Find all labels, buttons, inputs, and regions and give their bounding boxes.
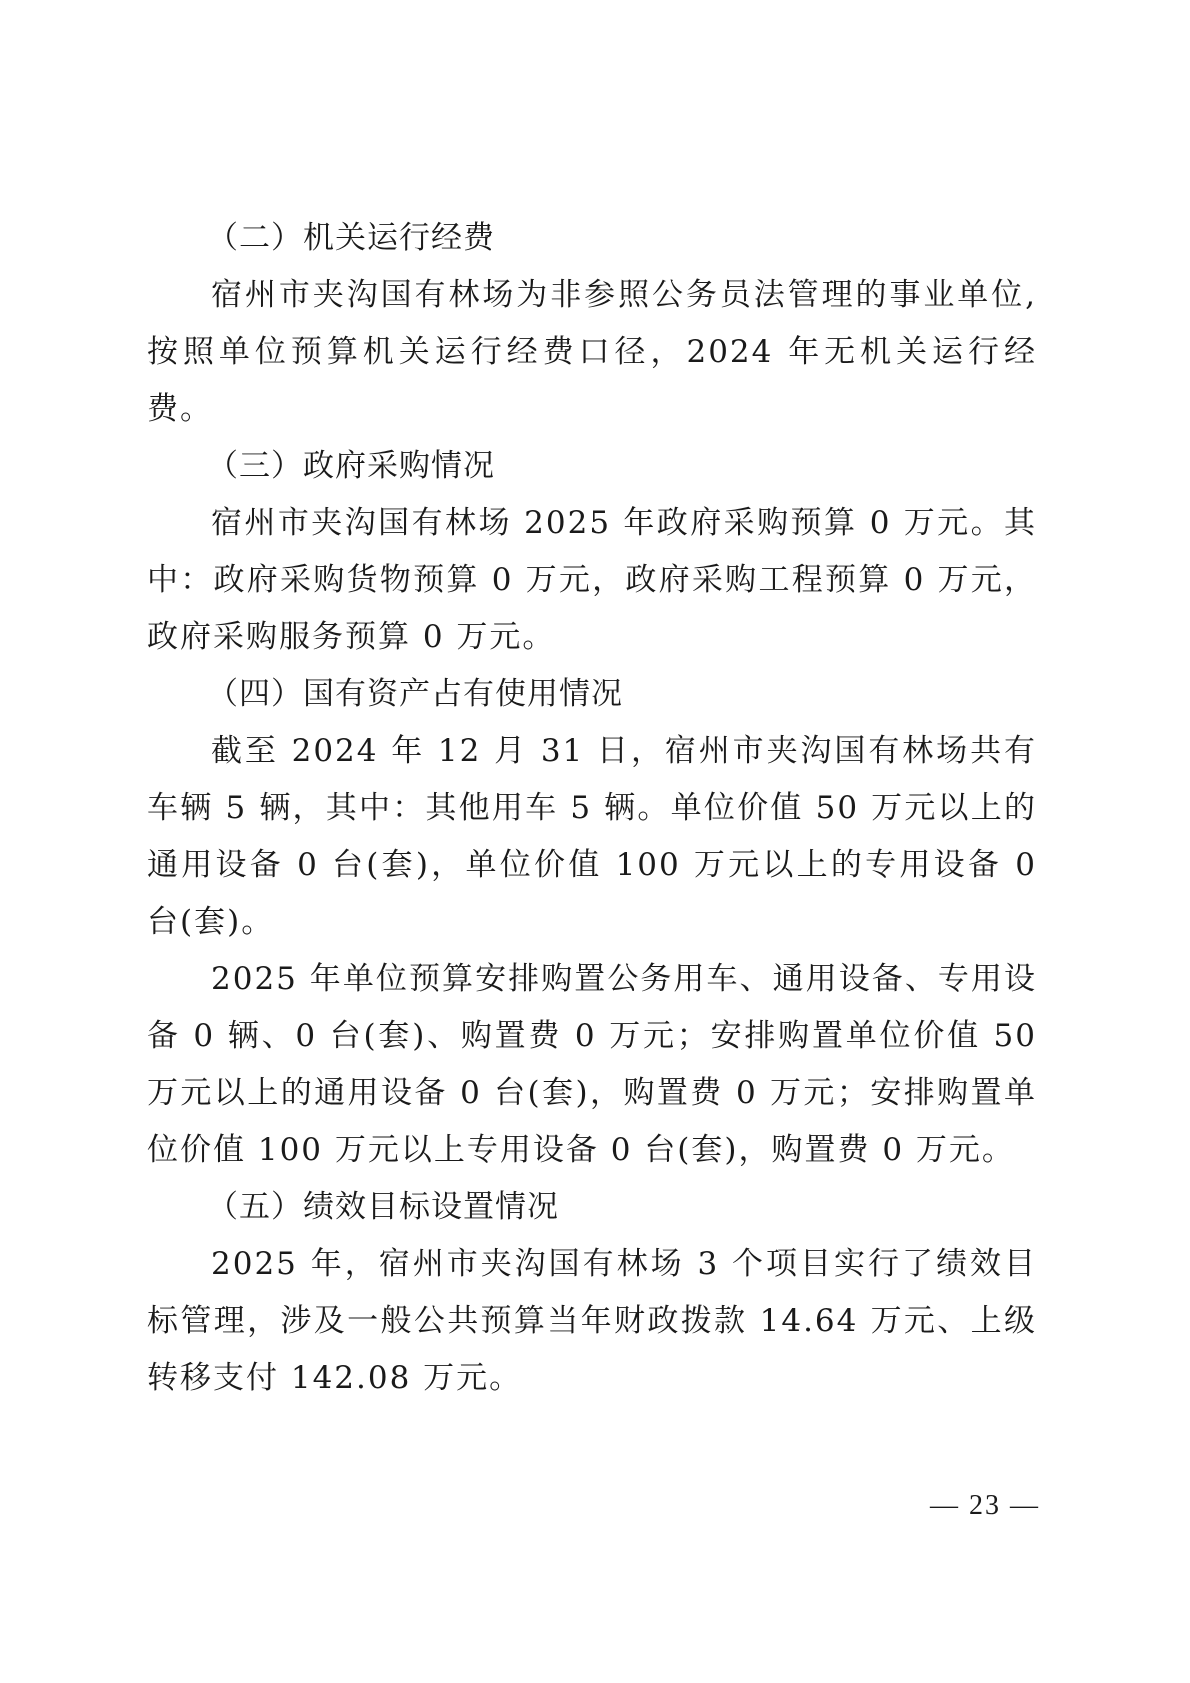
section-heading-operating-expenses: （二）机关运行经费 [207, 220, 495, 256]
section-paragraph-state-assets-purchases: 2025 年单位预算安排购置公务用车、通用设备、专用设备 0 辆、0 台(套)、购置费 0 万元；安排购置单位价值 50 万元以上的通用设备 0 台(套)，购置费 0 万元；安排购置单位价值 100 万元以上专用设备 0 台(套)，购置费 0 万元。 [147, 961, 1037, 1168]
section-heading-state-assets: （四）国有资产占有使用情况 [207, 676, 623, 712]
section-paragraph-performance-targets: 2025 年，宿州市夹沟国有林场 3 个项目实行了绩效目标管理，涉及一般公共预算当年财政拨款 14.64 万元、上级转移支付 142.08 万元。 [147, 1246, 1037, 1396]
document-body [147, 210, 1037, 1407]
section-paragraph-state-assets-holdings: 截至 2024 年 12 月 31 日，宿州市夹沟国有林场共有车辆 5 辆，其中：其他用车 5 辆。单位价值 50 万元以上的通用设备 0 台(套)，单位价值 100 万元以上的专用设备 0 台(套)。 [147, 733, 1037, 940]
section-paragraph-operating-expenses: 宿州市夹沟国有林场为非参照公务员法管理的事业单位,按照单位预算机关运行经费口径，2024 年无机关运行经费。 [147, 277, 1037, 427]
page-number: — 23 — [930, 1490, 1040, 1521]
section-heading-government-procurement: （三）政府采购情况 [207, 448, 495, 484]
section-paragraph-government-procurement: 宿州市夹沟国有林场 2025 年政府采购预算 0 万元。其中：政府采购货物预算 0 万元，政府采购工程预算 0 万元，政府采购服务预算 0 万元。 [147, 505, 1037, 655]
section-heading-performance-targets: （五）绩效目标设置情况 [207, 1189, 559, 1225]
